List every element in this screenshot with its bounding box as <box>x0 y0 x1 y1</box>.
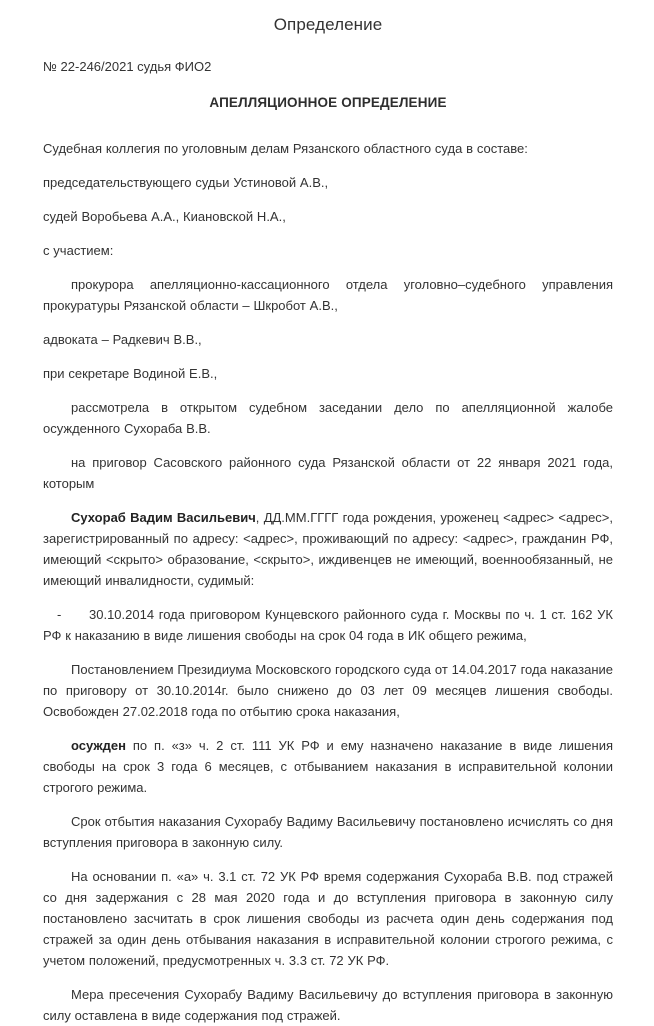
secretary-line: при секретаре Водиной Е.В., <box>43 366 218 381</box>
prior-conviction-text: 30.10.2014 года приговором Кунцевского районного суда г. Москвы по ч. 1 ст. 162 УК РФ к наказанию в виде лишения свободы на срок 04 года в ИК общего режима, <box>43 607 613 643</box>
judges-line: судей Воробьева А.А., Киановской Н.А., <box>43 209 286 224</box>
term-start-paragraph: Срок отбытия наказания Сухорабу Вадиму Васильевичу постановлено исчислять со дня вступления приговора в законную силу. <box>43 814 613 850</box>
defendant-details: , ДД.ММ.ГГГГ года рождения, уроженец <адрес> <адрес>, зарегистрированный по адресу: <адрес>, проживающий по адресу: <адрес>, гражданин РФ, имеющий <скрыто> образование, <скрыто>, иждивенцев не имеющий, военнообязанный, не имеющий инвалидности, судимый: <box>43 510 614 588</box>
place-and-date <box>43 112 613 125</box>
list-dash-marker: - <box>57 607 62 622</box>
defendant-paragraph <box>43 494 613 591</box>
on-verdict-line: на приговор Сасовского районного суда Рязанской области от 22 января 2021 года, которым <box>43 455 613 491</box>
advocate-line: адвоката – Радкевич В.В., <box>43 332 202 347</box>
judicial-panel-line: Судебная коллегия по уголовным делам Рязанского областного суда в составе: <box>43 141 528 156</box>
convicted-keyword: осужден <box>71 738 126 753</box>
restraint-measure-paragraph: Мера пресечения Сухорабу Вадиму Васильевичу до вступления приговора в законную силу оставлена в виде содержания под стражей. <box>43 987 613 1023</box>
conviction-paragraph <box>43 722 613 798</box>
defendant-name: Сухораб Вадим Васильевич <box>71 510 256 525</box>
presiding-judge-line: председательствующего судьи Устиновой А.В., <box>43 175 329 190</box>
with-participation-label: с участием: <box>43 243 114 258</box>
considered-case-line: рассмотрела в открытом судебном заседании дело по апелляционной жалобе осужденного Сухораба В.В. <box>43 400 613 436</box>
conviction-details: по п. «з» ч. 2 ст. 111 УК РФ и ему назначено наказание в виде лишения свободы на срок 3 года 6 месяцев, с отбыванием наказания в исправительной колонии строгого режима. <box>43 738 613 795</box>
prior-conviction-item <box>43 591 613 646</box>
custody-credit-paragraph: На основании п. «а» ч. 3.1 ст. 72 УК РФ время содержания Сухораба В.В. под стражей со дня задержания с 28 мая 2020 года и до вступления приговора в законную силу постановлено засчитать в срок лишения свободы из расчета один день содержания под стражей за один день отбывания наказания в исправительной колонии строгого режима, с учетом положений, предусмотренных ч. 3.3 ст. 72 УК РФ. <box>43 869 613 968</box>
prosecutor-line: прокурора апелляционно-кассационного отдела уголовно–судебного управления прокуратуры Рязанской области – Шкробот А.В., <box>43 277 613 313</box>
section-heading: АПЕЛЛЯЦИОННОЕ ОПРЕДЕЛЕНИЕ <box>209 95 447 110</box>
page-title: Определение <box>273 15 383 34</box>
case-number-line: № 22-246/2021 судья ФИО2 <box>43 59 212 74</box>
presidium-reduction-paragraph: Постановлением Президиума Московского городского суда от 14.04.2017 года наказание по приговору от 30.10.2014г. было снижено до 03 лет 09 месяцев лишения свободы. Освобожден 27.02.2018 года по отбытию срока наказания, <box>43 662 613 719</box>
